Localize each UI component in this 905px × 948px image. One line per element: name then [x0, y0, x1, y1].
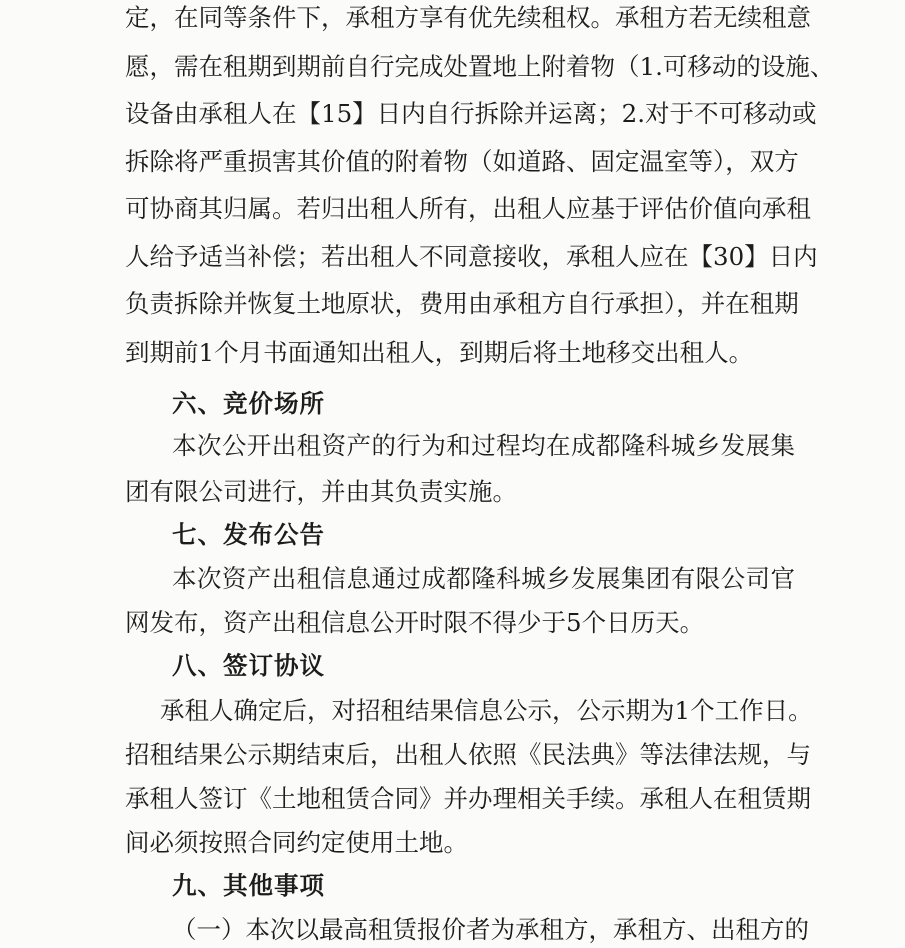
paragraph-line: 设备由承租人在【15】日内自行拆除并运离；2.对于不可移动或	[125, 99, 817, 128]
paragraph-line: 本次公开出租资产的行为和过程均在成都隆科城乡发展集	[172, 431, 795, 460]
paragraph-line: 招租结果公示期结束后，出租人依照《民法典》等法律法规，与	[125, 740, 811, 769]
paragraph-line: 本次资产出租信息通过成都隆科城乡发展集团有限公司官	[172, 564, 795, 593]
paragraph-line: 承租人签订《土地租赁合同》并办理相关手续。承租人在租赁期	[125, 784, 811, 813]
paragraph-line: 负责拆除并恢复土地原状，费用由承租方自行承担），并在租期	[125, 289, 799, 318]
section-heading: 六、竞价场所	[172, 389, 325, 418]
section-heading: 九、其他事项	[172, 871, 325, 900]
paragraph-line: 间必须按照合同约定使用土地。	[125, 828, 468, 857]
section-heading: 七、发布公告	[172, 520, 325, 549]
paragraph-line: 愿，需在租期到期前自行完成处置地上附着物（1.可移动的设施、	[125, 52, 835, 81]
paragraph-line: （一）本次以最高租赁报价者为承租方，承租方、出租方的	[172, 915, 809, 944]
paragraph-line: 人给予适当补偿；若出租人不同意接收，承租人应在【30】日内	[125, 242, 818, 271]
paragraph-line: 拆除将严重损害其价值的附着物（如道路、固定温室等），双方	[125, 147, 799, 176]
paragraph-line: 团有限公司进行，并由其负责实施。	[125, 477, 517, 506]
paragraph-line: 到期前1个月书面通知出租人，到期后将土地移交出租人。	[125, 338, 754, 367]
paragraph-line: 定，在同等条件下，承租方享有优先续租权。承租方若无续租意	[125, 3, 811, 32]
paragraph-line: 承租人确定后，对招租结果信息公示，公示期为1个工作日。	[160, 696, 813, 725]
section-heading: 八、签订协议	[172, 651, 325, 680]
paragraph-line: 可协商其归属。若归出租人所有，出租人应基于评估价值向承租	[125, 194, 811, 223]
paragraph-line: 网发布，资产出租信息公开时限不得少于5个日历天。	[125, 608, 705, 637]
